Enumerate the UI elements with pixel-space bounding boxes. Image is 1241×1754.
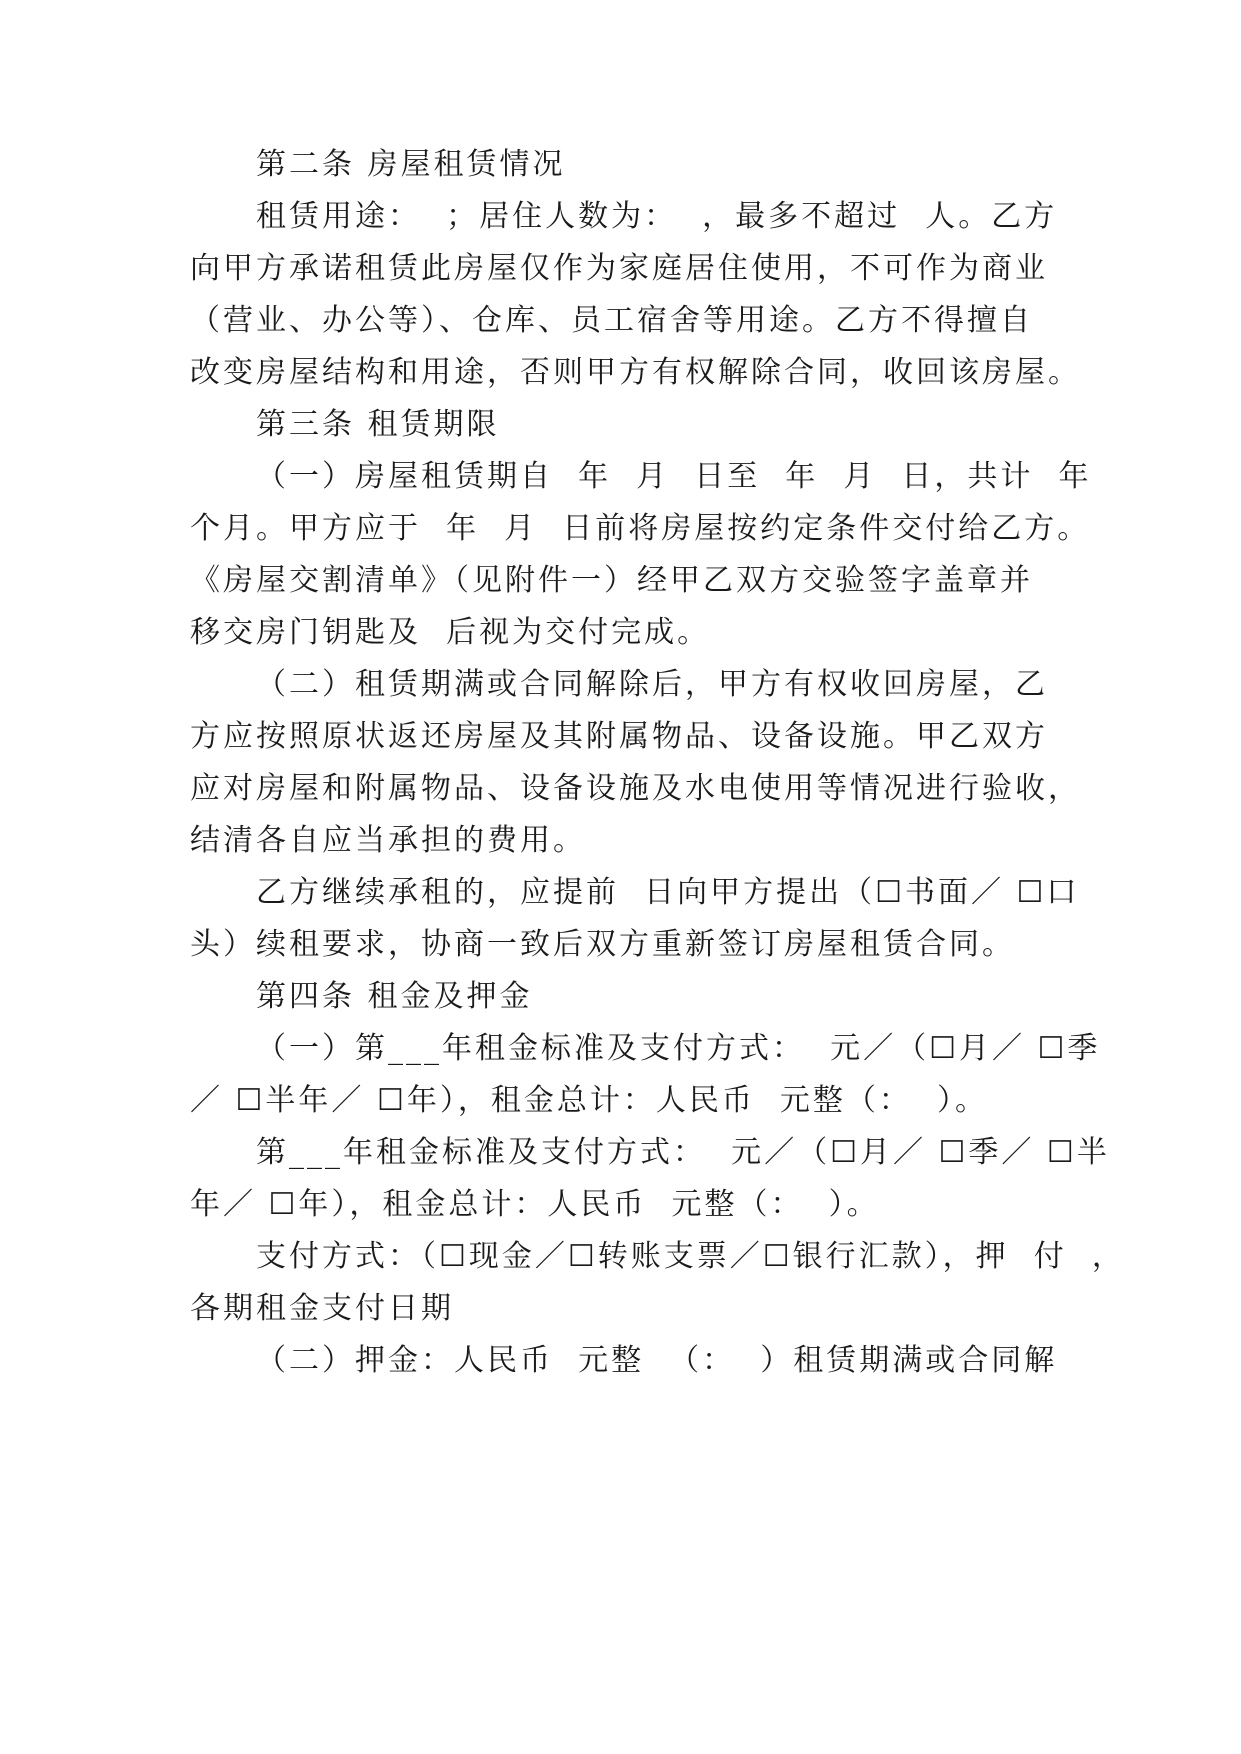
paragraph-line: 方应按照原状返还房屋及其附属物品、设备设施。甲乙双方 <box>190 719 1048 754</box>
paragraph-line: 年／ ☐年），租金总计：人民币 元整（： ）。 <box>190 1187 880 1222</box>
heading-article-4: 第四条 租金及押金 <box>256 979 533 1014</box>
paragraph-line: 支付方式：（☐现金／☐转账支票／☐银行汇款），押 付 ， <box>256 1239 1125 1274</box>
paragraph-line: （二）押金：人民币 元整 （： ）租赁期满或合同解 <box>256 1343 1058 1378</box>
heading-article-3: 第三条 租赁期限 <box>256 407 500 442</box>
heading-article-2: 第二条 房屋租赁情况 <box>256 147 566 182</box>
paragraph-line: （一）房屋租赁期自 年 月 日至 年 月 日，共计 年 <box>256 459 1092 494</box>
paragraph-line: （一）第___年租金标准及支付方式： 元／（☐月／ ☐季 <box>256 1031 1101 1066</box>
paragraph-line: ／ ☐半年／ ☐年），租金总计：人民币 元整（： ）。 <box>190 1083 989 1118</box>
paragraph-line: 各期租金支付日期 <box>190 1291 454 1326</box>
paragraph-line: （二）租赁期满或合同解除后，甲方有权收回房屋，乙 <box>256 667 1048 702</box>
paragraph-line: 结清各自应当承担的费用。 <box>190 823 586 858</box>
paragraph-line: （营业、办公等）、仓库、员工宿舍等用途。乙方不得擅自 <box>190 303 1033 338</box>
paragraph-line: 改变房屋结构和用途，否则甲方有权解除合同，收回该房屋。 <box>190 355 1081 390</box>
paragraph-line: 乙方继续承租的，应提前 日向甲方提出（☐书面／ ☐口 <box>256 875 1080 910</box>
paragraph-line: 第___年租金标准及支付方式： 元／（☐月／ ☐季／ ☐半 <box>256 1135 1110 1170</box>
paragraph-line: 头）续租要求，协商一致后双方重新签订房屋租赁合同。 <box>190 927 1015 962</box>
paragraph-line: 个月。甲方应于 年 月 日前将房屋按约定条件交付给乙方。 <box>190 511 1091 546</box>
paragraph-line: 移交房门钥匙及 后视为交付完成。 <box>190 615 711 650</box>
paragraph-line: 向甲方承诺租赁此房屋仅作为家庭居住使用，不可作为商业 <box>190 251 1048 286</box>
paragraph-line: 租赁用途： ；居住人数为： ，最多不超过 人。乙方 <box>256 199 1058 234</box>
paragraph-line: 应对房屋和附属物品、设备设施及水电使用等情况进行验收， <box>190 771 1081 806</box>
paragraph-line: 《房屋交割清单》（见附件一）经甲乙双方交验签字盖章并 <box>190 563 1033 598</box>
